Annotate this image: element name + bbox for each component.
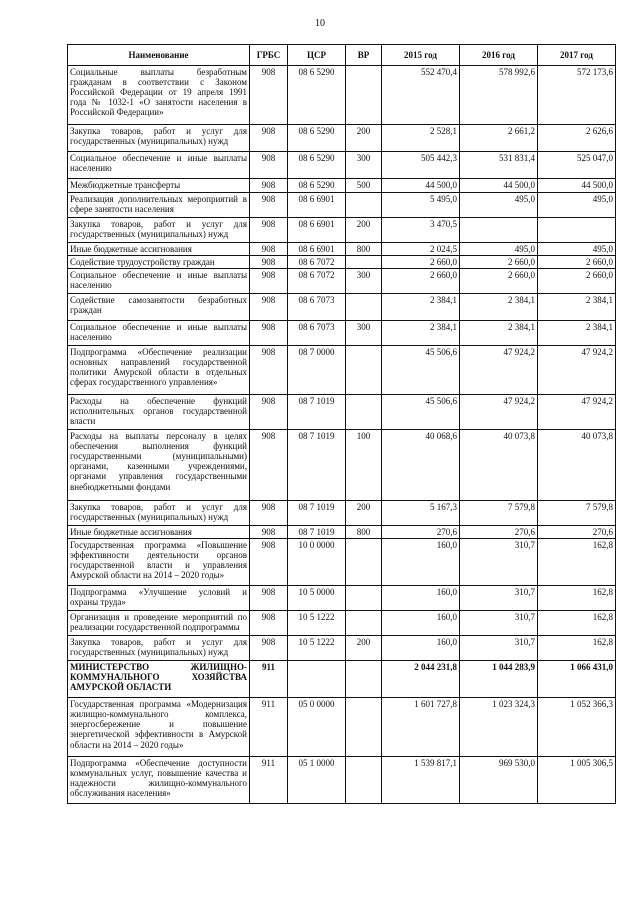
row-name: Иные бюджетные ассигнования [68, 243, 250, 256]
row-name: Реализация дополнительных мероприятий в сфере занятости населения [68, 193, 250, 218]
row-2017: 2 660,0 [538, 269, 616, 294]
row-2016: 2 660,0 [460, 269, 538, 294]
row-vr: 300 [346, 269, 382, 294]
row-2017: 1 052 366,3 [538, 698, 616, 757]
table-row [68, 179, 616, 193]
table-body [68, 66, 616, 804]
table-row [68, 661, 616, 698]
budget-table [67, 44, 616, 804]
row-grbs: 908 [250, 321, 288, 346]
row-2015: 2 024,5 [382, 243, 460, 256]
row-grbs: 908 [250, 611, 288, 636]
row-name: Подпрограмма «Обеспечение доступности коммунальных услуг, повышение качества и надежности жилищно-коммунального обслуживания населения» [68, 757, 250, 804]
row-2015: 1 601 727,8 [382, 698, 460, 757]
row-name: Межбюджетные трансферты [68, 179, 250, 193]
header-2016: 2016 год [460, 45, 538, 66]
row-2017: 44 500,0 [538, 179, 616, 193]
row-csr: 05 0 0000 [288, 698, 346, 757]
table-row [68, 757, 616, 804]
row-name: Закупка товаров, работ и услуг для государственных (муниципальных) нужд [68, 125, 250, 152]
row-csr: 10 5 1222 [288, 611, 346, 636]
row-grbs: 908 [250, 256, 288, 269]
row-grbs: 908 [250, 586, 288, 611]
row-csr: 08 6 7073 [288, 321, 346, 346]
row-2017: 47 924,2 [538, 395, 616, 430]
row-name: Содействие самозанятости безработных граждан [68, 294, 250, 321]
row-2015: 2 384,1 [382, 321, 460, 346]
row-vr [346, 66, 382, 125]
row-vr [346, 698, 382, 757]
header-grbs: ГРБС [250, 45, 288, 66]
row-2017: 2 384,1 [538, 294, 616, 321]
row-2015: 44 500,0 [382, 179, 460, 193]
row-name: Подпрограмма «Обеспечение реализации основных направлений государственной политики Амурской области в отдельных сферах государственного управления» [68, 346, 250, 395]
row-vr: 800 [346, 243, 382, 256]
row-name: Закупка товаров, работ и услуг для государственных (муниципальных) нужд [68, 636, 250, 661]
row-grbs: 908 [250, 346, 288, 395]
row-2016: 310,7 [460, 586, 538, 611]
row-2015: 5 495,0 [382, 193, 460, 218]
row-2015: 2 384,1 [382, 294, 460, 321]
row-name: Расходы на обеспечение функций исполнительных органов государственной власти [68, 395, 250, 430]
row-2015: 45 506,6 [382, 395, 460, 430]
row-2016: 310,7 [460, 539, 538, 586]
row-2017: 162,8 [538, 539, 616, 586]
row-grbs: 908 [250, 218, 288, 243]
table-row [68, 193, 616, 218]
row-grbs: 908 [250, 430, 288, 501]
row-vr [346, 757, 382, 804]
row-name: Организация и проведение мероприятий по реализации государственной подпрограммы [68, 611, 250, 636]
row-name: Социальные выплаты безработным гражданам в соответствии с Законом Российской Федерации от 19 апреля 1991 года № 1032-1 «О занятости населения в Российской Федерации» [68, 66, 250, 125]
row-2015: 552 470,4 [382, 66, 460, 125]
row-name: Закупка товаров, работ и услуг для государственных (муниципальных) нужд [68, 501, 250, 526]
row-2016: 47 924,2 [460, 395, 538, 430]
header-2017: 2017 год [538, 45, 616, 66]
row-2017: 47 924,2 [538, 346, 616, 395]
row-2015: 160,0 [382, 539, 460, 586]
row-grbs: 908 [250, 152, 288, 179]
page-number: 10 [315, 18, 325, 29]
row-2015: 2 660,0 [382, 256, 460, 269]
table-row [68, 256, 616, 269]
row-2015: 160,0 [382, 611, 460, 636]
table-row [68, 501, 616, 526]
row-2015: 270,6 [382, 526, 460, 539]
row-2016: 1 044 283,9 [460, 661, 538, 698]
row-name: Социальное обеспечение и иные выплаты населению [68, 321, 250, 346]
row-2017: 2 384,1 [538, 321, 616, 346]
row-name: Иные бюджетные ассигнования [68, 526, 250, 539]
row-2015: 160,0 [382, 586, 460, 611]
row-2017: 7 579,8 [538, 501, 616, 526]
row-grbs: 911 [250, 757, 288, 804]
table-row [68, 698, 616, 757]
row-2016: 44 500,0 [460, 179, 538, 193]
row-vr [346, 294, 382, 321]
row-2017: 525 047,0 [538, 152, 616, 179]
table-row [68, 395, 616, 430]
row-2015: 3 470,5 [382, 218, 460, 243]
row-csr: 08 7 1019 [288, 501, 346, 526]
row-csr: 08 7 0000 [288, 346, 346, 395]
row-2015: 40 068,6 [382, 430, 460, 501]
row-2015: 45 506,6 [382, 346, 460, 395]
row-name: Подпрограмма «Улучшение условий и охраны труда» [68, 586, 250, 611]
row-2016: 2 384,1 [460, 321, 538, 346]
row-2017: 2 660,0 [538, 256, 616, 269]
header-csr: ЦСР [288, 45, 346, 66]
row-grbs: 911 [250, 698, 288, 757]
table-row [68, 294, 616, 321]
row-name: Содействие трудоустройству граждан [68, 256, 250, 269]
row-2017: 270,6 [538, 526, 616, 539]
row-name: Социальное обеспечение и иные выплаты населению [68, 269, 250, 294]
row-2016: 495,0 [460, 193, 538, 218]
row-2017: 40 073,8 [538, 430, 616, 501]
row-grbs: 908 [250, 395, 288, 430]
row-vr: 200 [346, 125, 382, 152]
row-csr: 08 6 7072 [288, 269, 346, 294]
row-grbs: 908 [250, 539, 288, 586]
row-grbs: 908 [250, 269, 288, 294]
row-2017: 572 173,6 [538, 66, 616, 125]
row-vr: 800 [346, 526, 382, 539]
row-2015: 505 442,3 [382, 152, 460, 179]
row-vr [346, 539, 382, 586]
row-vr: 200 [346, 636, 382, 661]
row-vr: 500 [346, 179, 382, 193]
header-name: Наименование [68, 45, 250, 66]
row-csr: 08 6 6901 [288, 193, 346, 218]
row-2017: 1 066 431,0 [538, 661, 616, 698]
row-csr: 10 5 0000 [288, 586, 346, 611]
table-row [68, 346, 616, 395]
row-grbs: 908 [250, 636, 288, 661]
row-2016: 2 661,2 [460, 125, 538, 152]
row-csr [288, 661, 346, 698]
row-grbs: 908 [250, 125, 288, 152]
row-name: Закупка товаров, работ и услуг для государственных (муниципальных) нужд [68, 218, 250, 243]
table-row [68, 526, 616, 539]
table-row [68, 125, 616, 152]
row-grbs: 908 [250, 66, 288, 125]
table-row [68, 152, 616, 179]
row-grbs: 911 [250, 661, 288, 698]
table-row [68, 611, 616, 636]
row-vr: 300 [346, 321, 382, 346]
table-row [68, 321, 616, 346]
row-2016 [460, 218, 538, 243]
table-row [68, 636, 616, 661]
row-csr: 05 1 0000 [288, 757, 346, 804]
row-name: Расходы на выплаты персоналу в целях обеспечения выполнения функций государственными (муниципальными) органами, казенными учреждениями, органами управления государственными внебюджетными фондами [68, 430, 250, 501]
row-vr [346, 611, 382, 636]
table-row [68, 586, 616, 611]
row-vr [346, 661, 382, 698]
row-2017: 162,8 [538, 636, 616, 661]
row-2017: 2 626,6 [538, 125, 616, 152]
row-grbs: 908 [250, 501, 288, 526]
row-2017: 495,0 [538, 243, 616, 256]
row-csr: 08 6 5290 [288, 179, 346, 193]
row-2015: 2 044 231,8 [382, 661, 460, 698]
row-2016: 2 660,0 [460, 256, 538, 269]
row-csr: 08 6 6901 [288, 243, 346, 256]
row-csr: 08 6 5290 [288, 152, 346, 179]
row-csr: 10 5 1222 [288, 636, 346, 661]
row-vr [346, 395, 382, 430]
row-2017: 162,8 [538, 611, 616, 636]
row-grbs: 908 [250, 294, 288, 321]
row-vr: 100 [346, 430, 382, 501]
row-2016: 310,7 [460, 636, 538, 661]
row-vr: 300 [346, 152, 382, 179]
row-name: Государственная программа «Повышение эффективности деятельности органов государственной власти и управления Амурской области на 2014 – 2020 годы» [68, 539, 250, 586]
row-csr: 08 6 7072 [288, 256, 346, 269]
header-2015: 2015 год [382, 45, 460, 66]
row-2016: 495,0 [460, 243, 538, 256]
row-vr [346, 346, 382, 395]
table-row [68, 66, 616, 125]
row-2015: 160,0 [382, 636, 460, 661]
row-2017: 495,0 [538, 193, 616, 218]
row-2016: 47 924,2 [460, 346, 538, 395]
row-csr: 08 7 1019 [288, 395, 346, 430]
table-row [68, 243, 616, 256]
row-grbs: 908 [250, 179, 288, 193]
row-vr [346, 193, 382, 218]
table-row [68, 539, 616, 586]
row-2016: 1 023 324,3 [460, 698, 538, 757]
row-vr: 200 [346, 501, 382, 526]
row-csr: 08 6 6901 [288, 218, 346, 243]
row-2015: 1 539 817,1 [382, 757, 460, 804]
row-grbs: 908 [250, 193, 288, 218]
row-name: Государственная программа «Модернизация жилищно-коммунального комплекса, энергосбережение и повышение энергетической эффективности в Амурской области на 2014 – 2020 годы» [68, 698, 250, 757]
row-2017: 162,8 [538, 586, 616, 611]
row-vr [346, 586, 382, 611]
row-name: Социальное обеспечение и иные выплаты населению [68, 152, 250, 179]
table-row [68, 430, 616, 501]
row-2016: 531 831,4 [460, 152, 538, 179]
row-csr: 08 6 5290 [288, 66, 346, 125]
row-name: МИНИСТЕРСТВО ЖИЛИЩНО-КОММУНАЛЬНОГО ХОЗЯЙСТВА АМУРСКОЙ ОБЛАСТИ [68, 661, 250, 698]
row-2016: 2 384,1 [460, 294, 538, 321]
table-row [68, 269, 616, 294]
row-csr: 08 7 1019 [288, 526, 346, 539]
row-2017 [538, 218, 616, 243]
row-vr [346, 256, 382, 269]
table-header-row [68, 45, 616, 66]
row-2017: 1 005 306,5 [538, 757, 616, 804]
row-csr: 08 6 7073 [288, 294, 346, 321]
row-2016: 969 530,0 [460, 757, 538, 804]
row-2016: 40 073,8 [460, 430, 538, 501]
row-grbs: 908 [250, 526, 288, 539]
row-2016: 270,6 [460, 526, 538, 539]
row-csr: 10 0 0000 [288, 539, 346, 586]
row-2016: 578 992,6 [460, 66, 538, 125]
row-2015: 5 167,3 [382, 501, 460, 526]
row-csr: 08 7 1019 [288, 430, 346, 501]
row-2015: 2 660,0 [382, 269, 460, 294]
row-csr: 08 6 5290 [288, 125, 346, 152]
header-vr: ВР [346, 45, 382, 66]
table-row [68, 218, 616, 243]
row-2016: 310,7 [460, 611, 538, 636]
row-grbs: 908 [250, 243, 288, 256]
row-vr: 200 [346, 218, 382, 243]
row-2015: 2 528,1 [382, 125, 460, 152]
row-2016: 7 579,8 [460, 501, 538, 526]
